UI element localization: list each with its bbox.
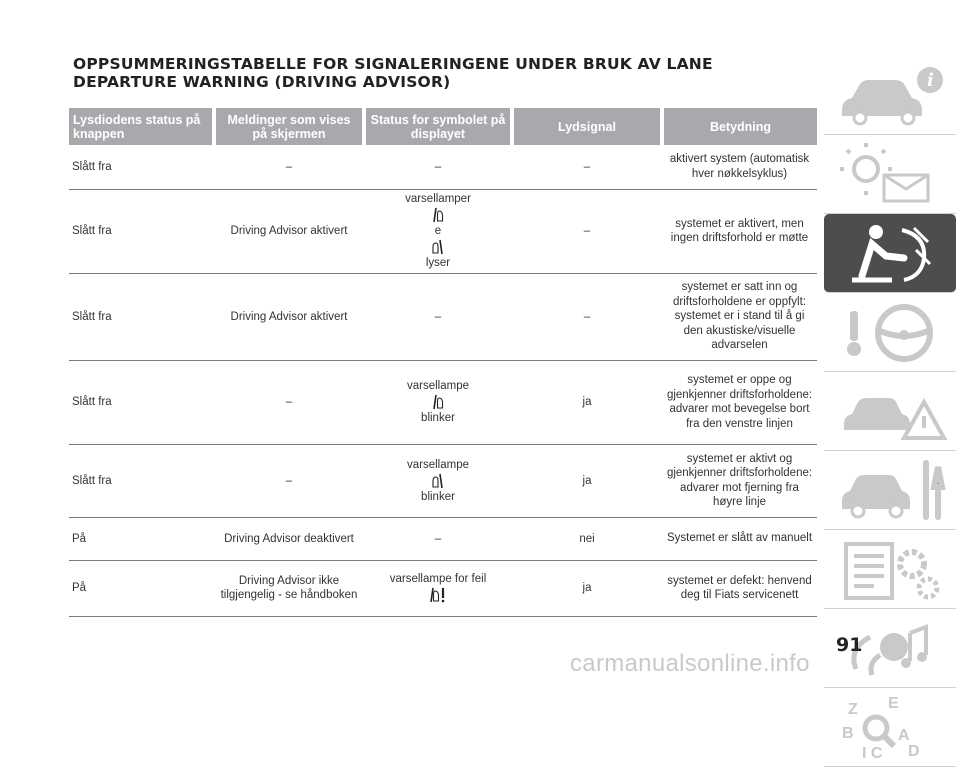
svg-text:I C: I C xyxy=(862,745,883,762)
cell-status: Slått fra xyxy=(69,444,214,517)
cell-symbol xyxy=(364,145,512,189)
cell-message: Driving Advisor aktivert xyxy=(214,273,364,360)
cell-meaning: Systemet er slått av manuelt xyxy=(662,517,817,560)
lane-fault-icon xyxy=(429,587,447,603)
symbol-text: e xyxy=(434,225,442,237)
specs-icon xyxy=(832,534,952,604)
header-symbol-status: Status for symbolet på displayet xyxy=(364,108,512,145)
lane-right-icon xyxy=(432,473,444,489)
cell-status: Slått fra xyxy=(69,189,214,273)
lane-left-icon xyxy=(432,207,444,223)
cell-symbol xyxy=(364,360,512,444)
maintenance-icon xyxy=(832,455,952,525)
cell-symbol xyxy=(364,189,512,273)
svg-text:Z: Z xyxy=(848,701,858,718)
cell-message: Driving Advisor ikke tilgjengelig - se håndboken xyxy=(214,560,364,616)
cell-meaning: systemet er aktivert, men ingen driftsforhold er møtte xyxy=(662,189,817,273)
breakdown-icon xyxy=(832,376,952,446)
table-row xyxy=(69,517,817,560)
svg-text:i: i xyxy=(927,70,934,91)
table-row xyxy=(69,560,817,616)
steering-wheel-icon xyxy=(832,297,952,367)
lane-left-icon xyxy=(432,394,444,410)
svg-text:B: B xyxy=(842,725,854,742)
svg-text:D: D xyxy=(908,743,920,760)
page-title: OPPSUMMERINGSTABELLE FOR SIGNALERINGENE UNDER BRUK AV LANE DEPARTURE WARNING (DRIVING ADVISOR) xyxy=(73,55,713,91)
cell-symbol xyxy=(364,273,512,360)
chapter-sidebar xyxy=(824,56,956,767)
symbol-text: blinker xyxy=(421,490,455,503)
cell-meaning: systemet er defekt: henvend deg til Fiats servicenett xyxy=(662,560,817,616)
symbol-text: – xyxy=(434,160,442,173)
table-header-row xyxy=(69,108,817,145)
sidebar-tab-specs[interactable] xyxy=(824,530,956,609)
cell-message: Driving Advisor deaktivert xyxy=(214,517,364,560)
table-row xyxy=(69,360,817,444)
header-sound: Lydsignal xyxy=(512,108,662,145)
symbol-text: varsellampe for feil xyxy=(389,573,487,585)
cell-message: – xyxy=(214,360,364,444)
index-icon xyxy=(832,692,952,762)
cell-meaning: systemet er aktivt og gjenkjenner driftsforholdene: advarer mot fjerning fra høyre linje xyxy=(662,444,817,517)
symbol-text: lyser xyxy=(425,257,451,269)
cell-status: På xyxy=(69,517,214,560)
cell-symbol xyxy=(364,517,512,560)
table-row xyxy=(69,145,817,189)
signal-summary-table xyxy=(69,108,817,617)
cell-sound: ja xyxy=(512,360,662,444)
cell-sound: – xyxy=(512,145,662,189)
sidebar-tab-warning-lights[interactable] xyxy=(824,135,956,214)
cell-message: – xyxy=(214,444,364,517)
cell-sound: nei xyxy=(512,517,662,560)
watermark: carmanualsonline.info xyxy=(570,650,810,677)
cell-sound: – xyxy=(512,189,662,273)
page-number: 91 xyxy=(836,634,863,656)
car-info-icon xyxy=(832,60,952,130)
cell-meaning: systemet er satt inn og driftsforholdene er oppfylt: systemet er i stand til å gi den akustiske/visuelle advarselen xyxy=(662,273,817,360)
cell-sound: – xyxy=(512,273,662,360)
sidebar-tab-driving[interactable] xyxy=(824,293,956,372)
cell-sound: ja xyxy=(512,560,662,616)
cell-status: Slått fra xyxy=(69,273,214,360)
cell-status: Slått fra xyxy=(69,145,214,189)
cell-sound: ja xyxy=(512,444,662,517)
table-row xyxy=(69,444,817,517)
cell-symbol xyxy=(364,444,512,517)
sidebar-tab-car-info[interactable] xyxy=(824,56,956,135)
warning-lights-icon xyxy=(832,139,952,209)
sidebar-tab-index[interactable] xyxy=(824,688,956,767)
cell-meaning: systemet er oppe og gjenkjenner driftsforholdene: advarer mot bevegelse bort fra den venstre linjen xyxy=(662,360,817,444)
cell-symbol xyxy=(364,560,512,616)
cell-message: Driving Advisor aktivert xyxy=(214,189,364,273)
symbol-text: varsellamper xyxy=(405,193,471,205)
sidebar-tab-maintenance[interactable] xyxy=(824,451,956,530)
header-message: Meldinger som vises på skjermen xyxy=(214,108,364,145)
svg-text:A: A xyxy=(898,727,910,744)
symbol-text: varsellampe xyxy=(407,458,469,471)
sidebar-tab-safety[interactable] xyxy=(824,214,956,293)
seat-airbag-icon xyxy=(832,218,952,288)
cell-meaning: aktivert system (automatisk hver nøkkelsyklus) xyxy=(662,145,817,189)
header-meaning: Betydning xyxy=(662,108,817,145)
symbol-text: blinker xyxy=(421,412,455,424)
table-row xyxy=(69,189,817,273)
svg-text:E: E xyxy=(888,695,899,712)
header-led-status: Lysdiodens status på knappen xyxy=(69,108,214,145)
cell-status: Slått fra xyxy=(69,360,214,444)
symbol-text: – xyxy=(434,310,442,323)
sidebar-tab-emergency[interactable] xyxy=(824,372,956,451)
table-row xyxy=(69,273,817,360)
symbol-text: – xyxy=(434,532,442,545)
cell-status: På xyxy=(69,560,214,616)
cell-message: – xyxy=(214,145,364,189)
lane-right-icon xyxy=(432,239,444,255)
symbol-text: varsellampe xyxy=(407,380,469,392)
